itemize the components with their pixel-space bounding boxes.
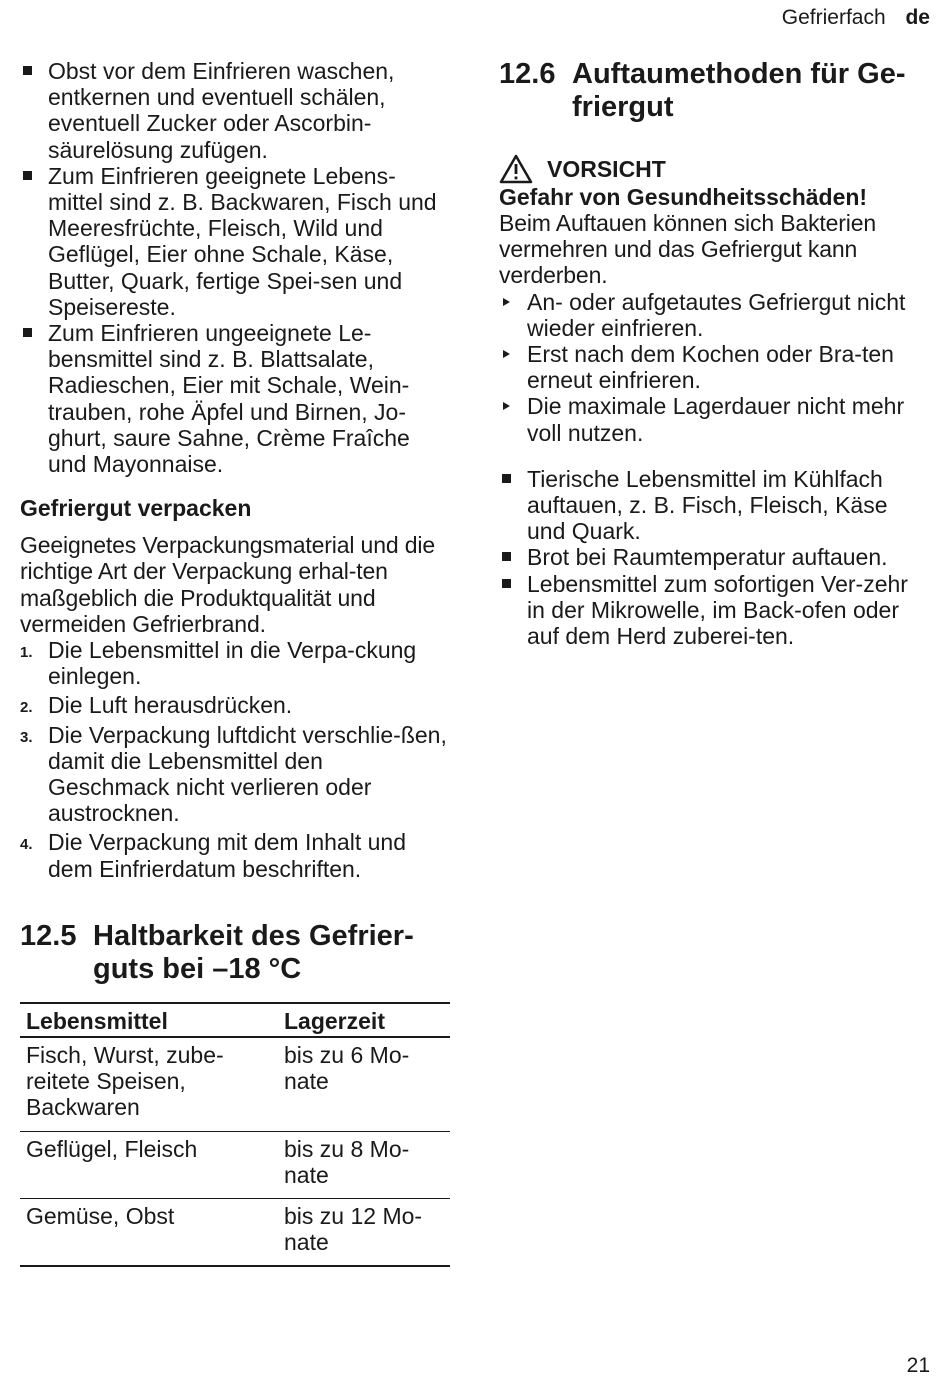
table-cell: Geflügel, Fleisch bbox=[20, 1131, 278, 1198]
packing-intro: Geeignetes Verpackungsmaterial und die richtige Art der Verpackung erhal-ten maßgeblich die Produktqualität und vermeiden Gefrierbrand. bbox=[20, 532, 435, 637]
right-column bbox=[499, 58, 931, 649]
left-column bbox=[20, 58, 450, 1267]
warning-triangle-icon bbox=[499, 154, 533, 184]
step-text: Die Verpackung luftdicht verschlie-ßen, damit die Lebensmittel den Geschmack nicht verlieren oder austrocknen. bbox=[48, 721, 447, 827]
table-cell: Fisch, Wurst, zube-reitete Speisen, Backwaren bbox=[20, 1037, 278, 1131]
packing-steps bbox=[20, 637, 450, 882]
table-header-row bbox=[20, 1003, 450, 1037]
page-header bbox=[782, 6, 930, 30]
storage-time-table bbox=[20, 1002, 450, 1267]
step-text: Die Luft herausdrücken. bbox=[48, 692, 293, 719]
packing-heading: Gefriergut verpacken bbox=[20, 495, 252, 522]
step-item bbox=[20, 637, 450, 689]
header-language-code: de bbox=[905, 6, 930, 29]
section-title: Haltbarkeit des Gefrier-guts bei –18 °C bbox=[93, 919, 414, 985]
list-item: Zum Einfrieren ungeeignete Le-bensmittel sind z. B. Blattsalate, Radieschen, Eier mit Schale, Wein-trauben, rohe Äpfel und Birnen, Jo-ghurt, saure Sahne, Crème Fraîche und Mayonnaise. bbox=[20, 320, 450, 477]
list-item: Obst vor dem Einfrieren waschen, entkernen und eventuell schälen, eventuell Zucker oder Ascorbin-säurelösung zufügen. bbox=[20, 58, 450, 163]
table-cell: Gemüse, Obst bbox=[20, 1198, 278, 1266]
step-item bbox=[20, 722, 450, 827]
section-heading-12-5 bbox=[20, 920, 450, 986]
step-item bbox=[20, 692, 450, 718]
table-row bbox=[20, 1037, 450, 1131]
step-text: Die Verpackung mit dem Inhalt und dem Einfrierdatum beschriften. bbox=[48, 829, 406, 882]
list-item: Lebensmittel zum sofortigen Ver-zehr in der Mikrowelle, im Back-ofen oder auf dem Herd zuberei-ten. bbox=[499, 571, 931, 650]
step-text: Die Lebensmittel in die Verpa-ckung einlegen. bbox=[48, 637, 417, 690]
freezing-tips-list bbox=[20, 58, 450, 477]
table-cell: bis zu 12 Mo-nate bbox=[278, 1198, 450, 1266]
table-cell: bis zu 8 Mo-nate bbox=[278, 1131, 450, 1198]
warning-heading bbox=[499, 154, 931, 184]
step-number: 2. bbox=[20, 699, 33, 717]
section-number: 12.5 bbox=[20, 919, 77, 952]
list-item: An- oder aufgetautes Gefriergut nicht wieder einfrieren. bbox=[499, 289, 931, 341]
list-item: Die maximale Lagerdauer nicht mehr voll nutzen. bbox=[499, 393, 931, 445]
step-number: 3. bbox=[20, 728, 33, 746]
list-item: Brot bei Raumtemperatur auftauen. bbox=[499, 544, 931, 570]
column-header-food: Lebensmittel bbox=[20, 1003, 278, 1037]
section-title: Auftaumethoden für Ge-friergut bbox=[572, 58, 906, 123]
section-number: 12.6 bbox=[499, 58, 556, 90]
warning-subtitle: Gefahr von Gesundheitsschäden! bbox=[499, 184, 868, 210]
warning-label: VORSICHT bbox=[547, 155, 666, 182]
section-heading-12-6 bbox=[499, 58, 931, 124]
step-item bbox=[20, 829, 450, 881]
header-section-title: Gefrierfach bbox=[781, 6, 886, 29]
step-number: 1. bbox=[20, 644, 33, 662]
column-header-storage-time: Lagerzeit bbox=[278, 1003, 450, 1037]
list-item: Tierische Lebensmittel im Kühlfach auftauen, z. B. Fisch, Fleisch, Käse und Quark. bbox=[499, 466, 931, 545]
thawing-methods-list bbox=[499, 466, 931, 649]
table-row bbox=[20, 1131, 450, 1198]
step-number: 4. bbox=[20, 836, 33, 854]
table-cell: bis zu 6 Mo-nate bbox=[278, 1037, 450, 1131]
table-row bbox=[20, 1198, 450, 1266]
page-number: 21 bbox=[906, 1354, 930, 1377]
list-item: Erst nach dem Kochen oder Bra-ten erneut einfrieren. bbox=[499, 341, 931, 393]
warning-text: Beim Auftauen können sich Bakterien vermehren und das Gefriergut kann verderben. bbox=[499, 210, 877, 289]
warning-actions-list bbox=[499, 289, 931, 446]
list-item: Zum Einfrieren geeignete Lebens-mittel sind z. B. Backwaren, Fisch und Meeresfrüchte, Fleisch, Wild und Geflügel, Eier ohne Schale, Käse, Butter, Quark, fertige Spei-sen und Speisereste. bbox=[20, 163, 450, 320]
